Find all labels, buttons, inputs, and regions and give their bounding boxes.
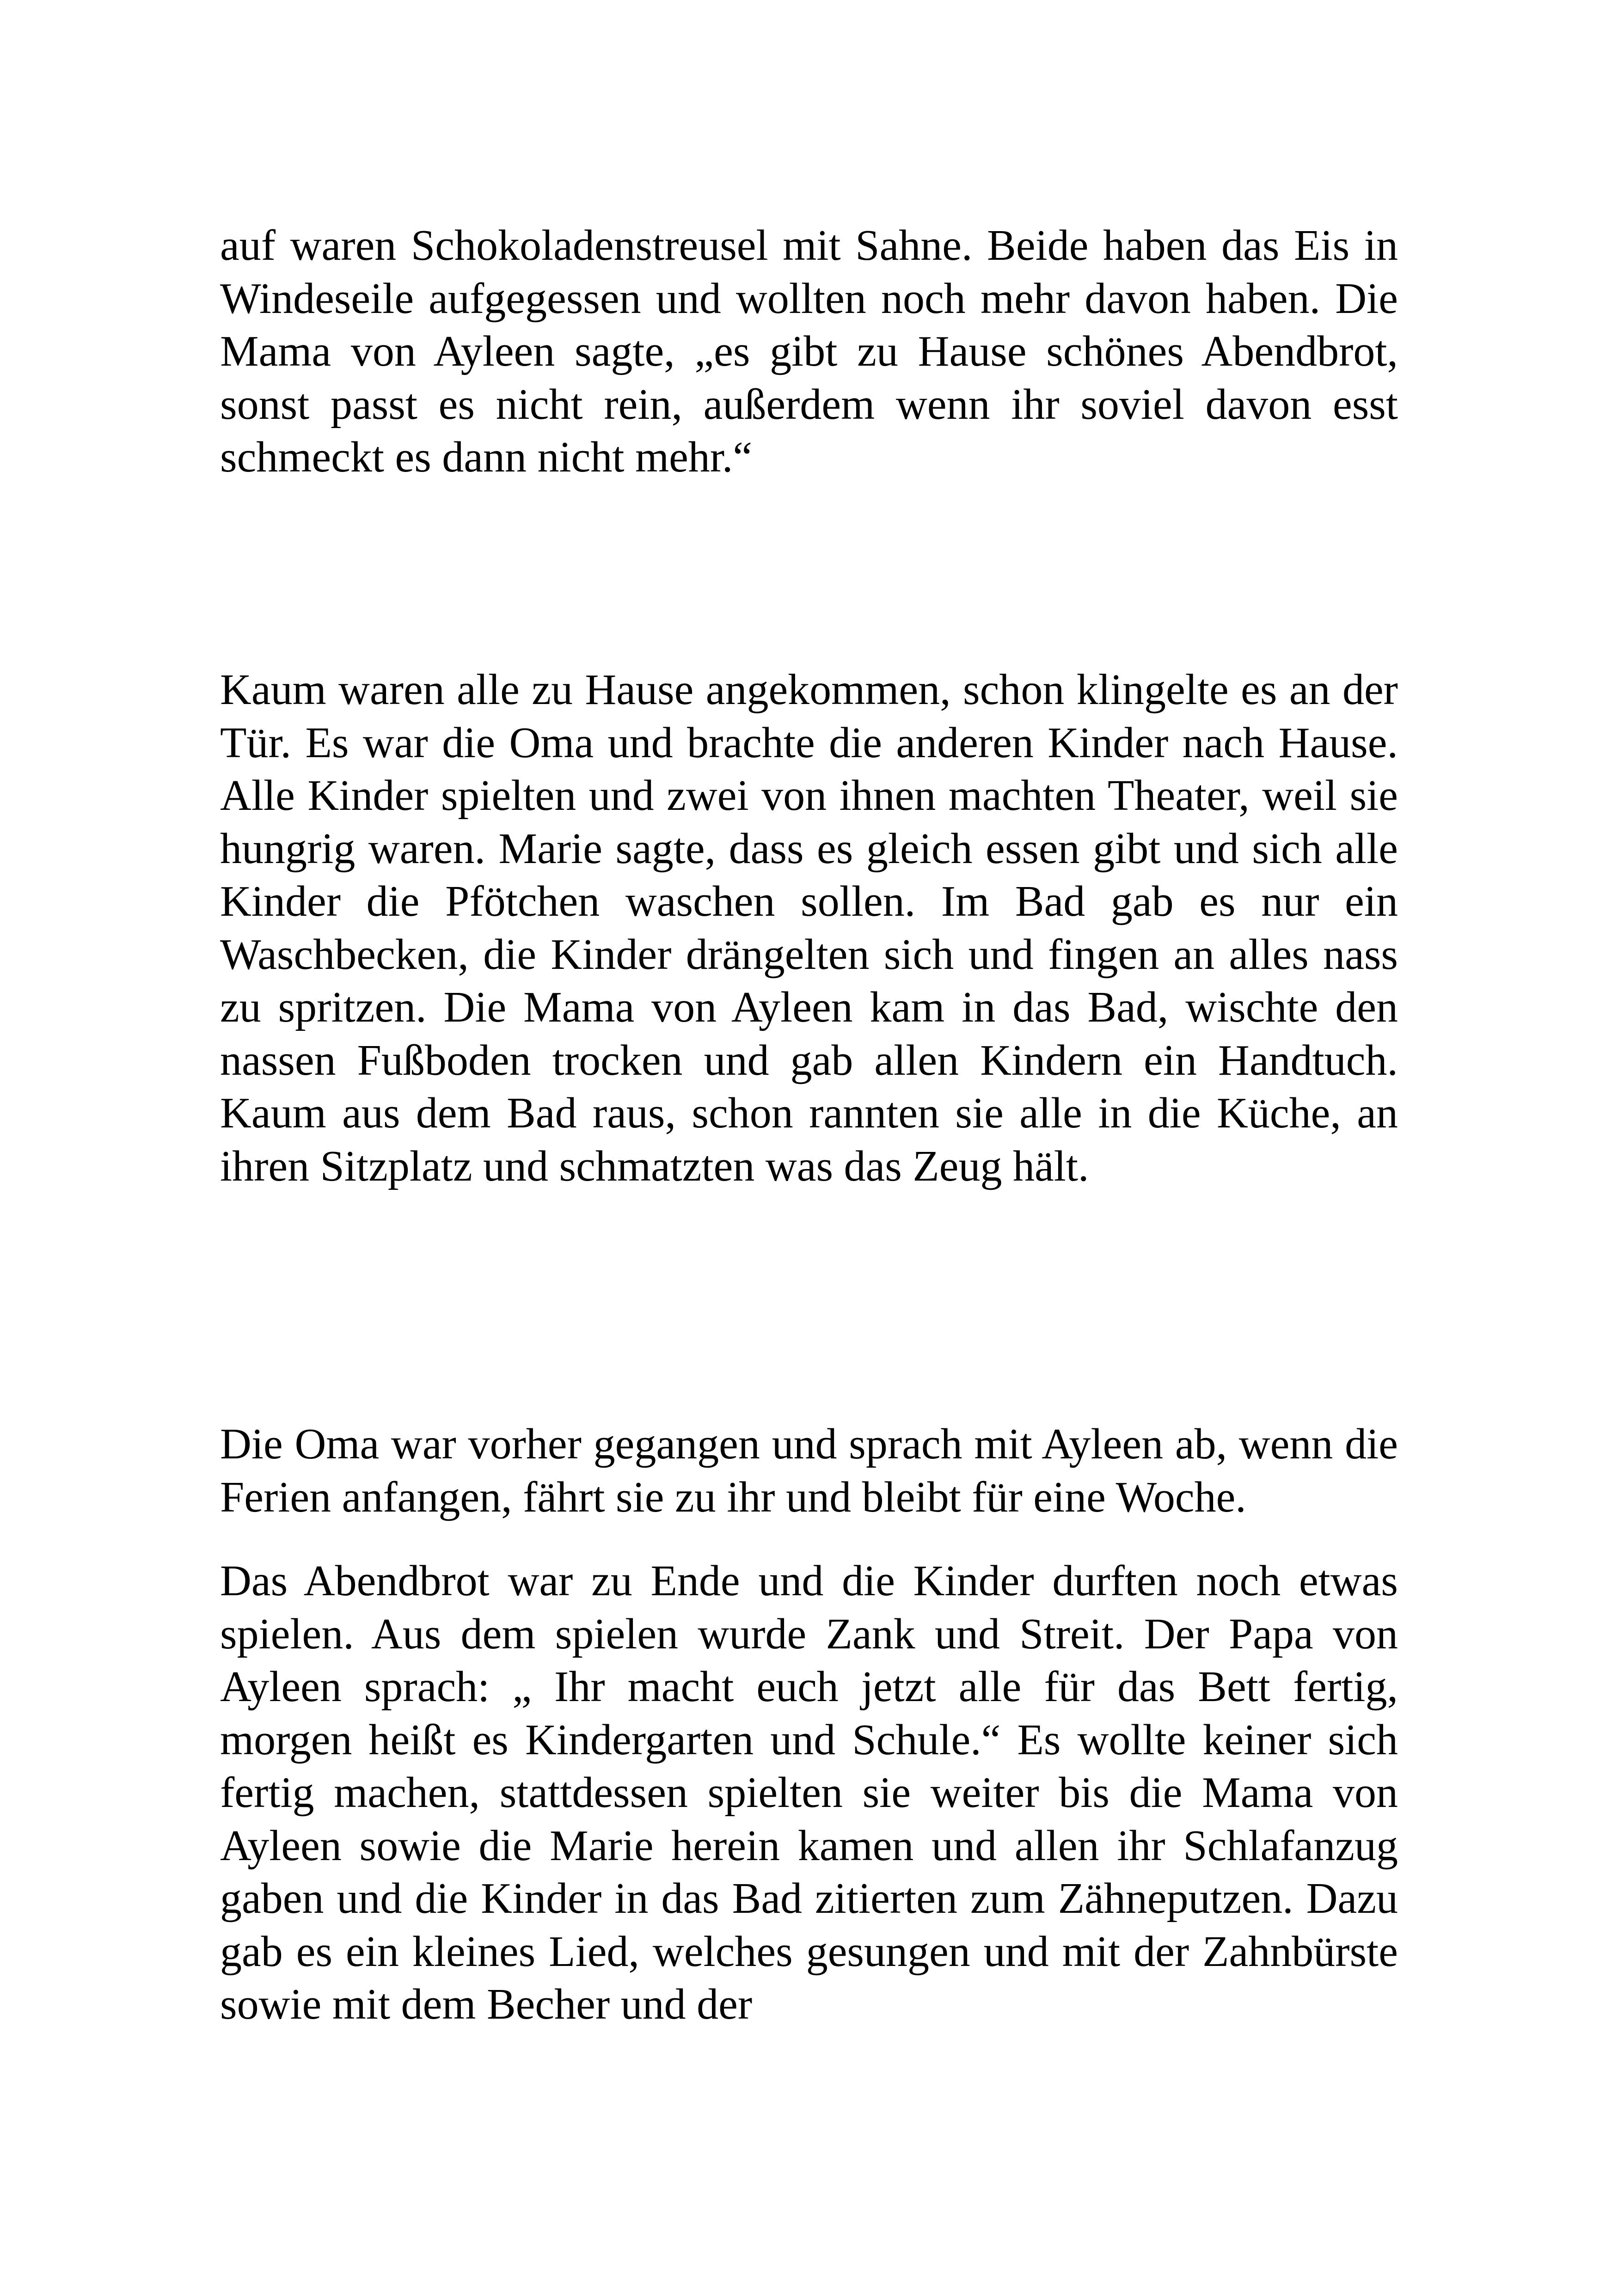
paragraph-eis: auf waren Schokoladenstreusel mit Sahne. Beide haben das Eis in Windeseile aufgegessen und wollten noch mehr davon haben. Die Mama von Ayleen sagte, „es gibt zu Hause schönes Abendbrot, sonst passt es nicht rein, außerdem wenn ihr soviel davon esst schmeckt es dann nicht mehr.“ xyxy=(220,221,1398,481)
paragraph-oma-ferien: Die Oma war vorher gegangen und sprach mit Ayleen ab, wenn die Ferien anfangen, fährt sie zu ihr und bleibt für eine Woche. xyxy=(220,1420,1398,1521)
paragraph-abendbrot: Das Abendbrot war zu Ende und die Kinder durften noch etwas spielen. Aus dem spielen wurde Zank und Streit. Der Papa von Ayleen sprach: „ Ihr macht euch jetzt alle für das Bett fertig, morgen heißt es Kindergarten und Schule.“ Es wollte keiner sich fertig machen, stattdessen spielten sie weiter bis die Mama von Ayleen sowie die Marie herein kamen und allen ihr Schlafanzug gaben und die Kinder in das Bad zitierten zum Zähneputzen. Dazu gab es ein kleines Lied, welches gesungen und mit der Zahnbürste sowie mit dem Becher und der xyxy=(220,1557,1398,2028)
paragraph-nach-hause: Kaum waren alle zu Hause angekommen, schon klingelte es an der Tür. Es war die Oma und brachte die anderen Kinder nach Hause. Alle Kinder spielten und zwei von ihnen machten Theater, weil sie hungrig waren. Marie sagte, dass es gleich essen gibt und sich alle Kinder die Pfötchen waschen sollen. Im Bad gab es nur ein Waschbecken, die Kinder drängelten sich und fingen an alles nass zu spritzen. Die Mama von Ayleen kam in das Bad, wischte den nassen Fußboden trocken und gab allen Kindern ein Handtuch. Kaum aus dem Bad raus, schon rannten sie alle in die Küche, an ihren Sitzplatz und schmatzten was das Zeug hält. xyxy=(220,666,1398,1190)
